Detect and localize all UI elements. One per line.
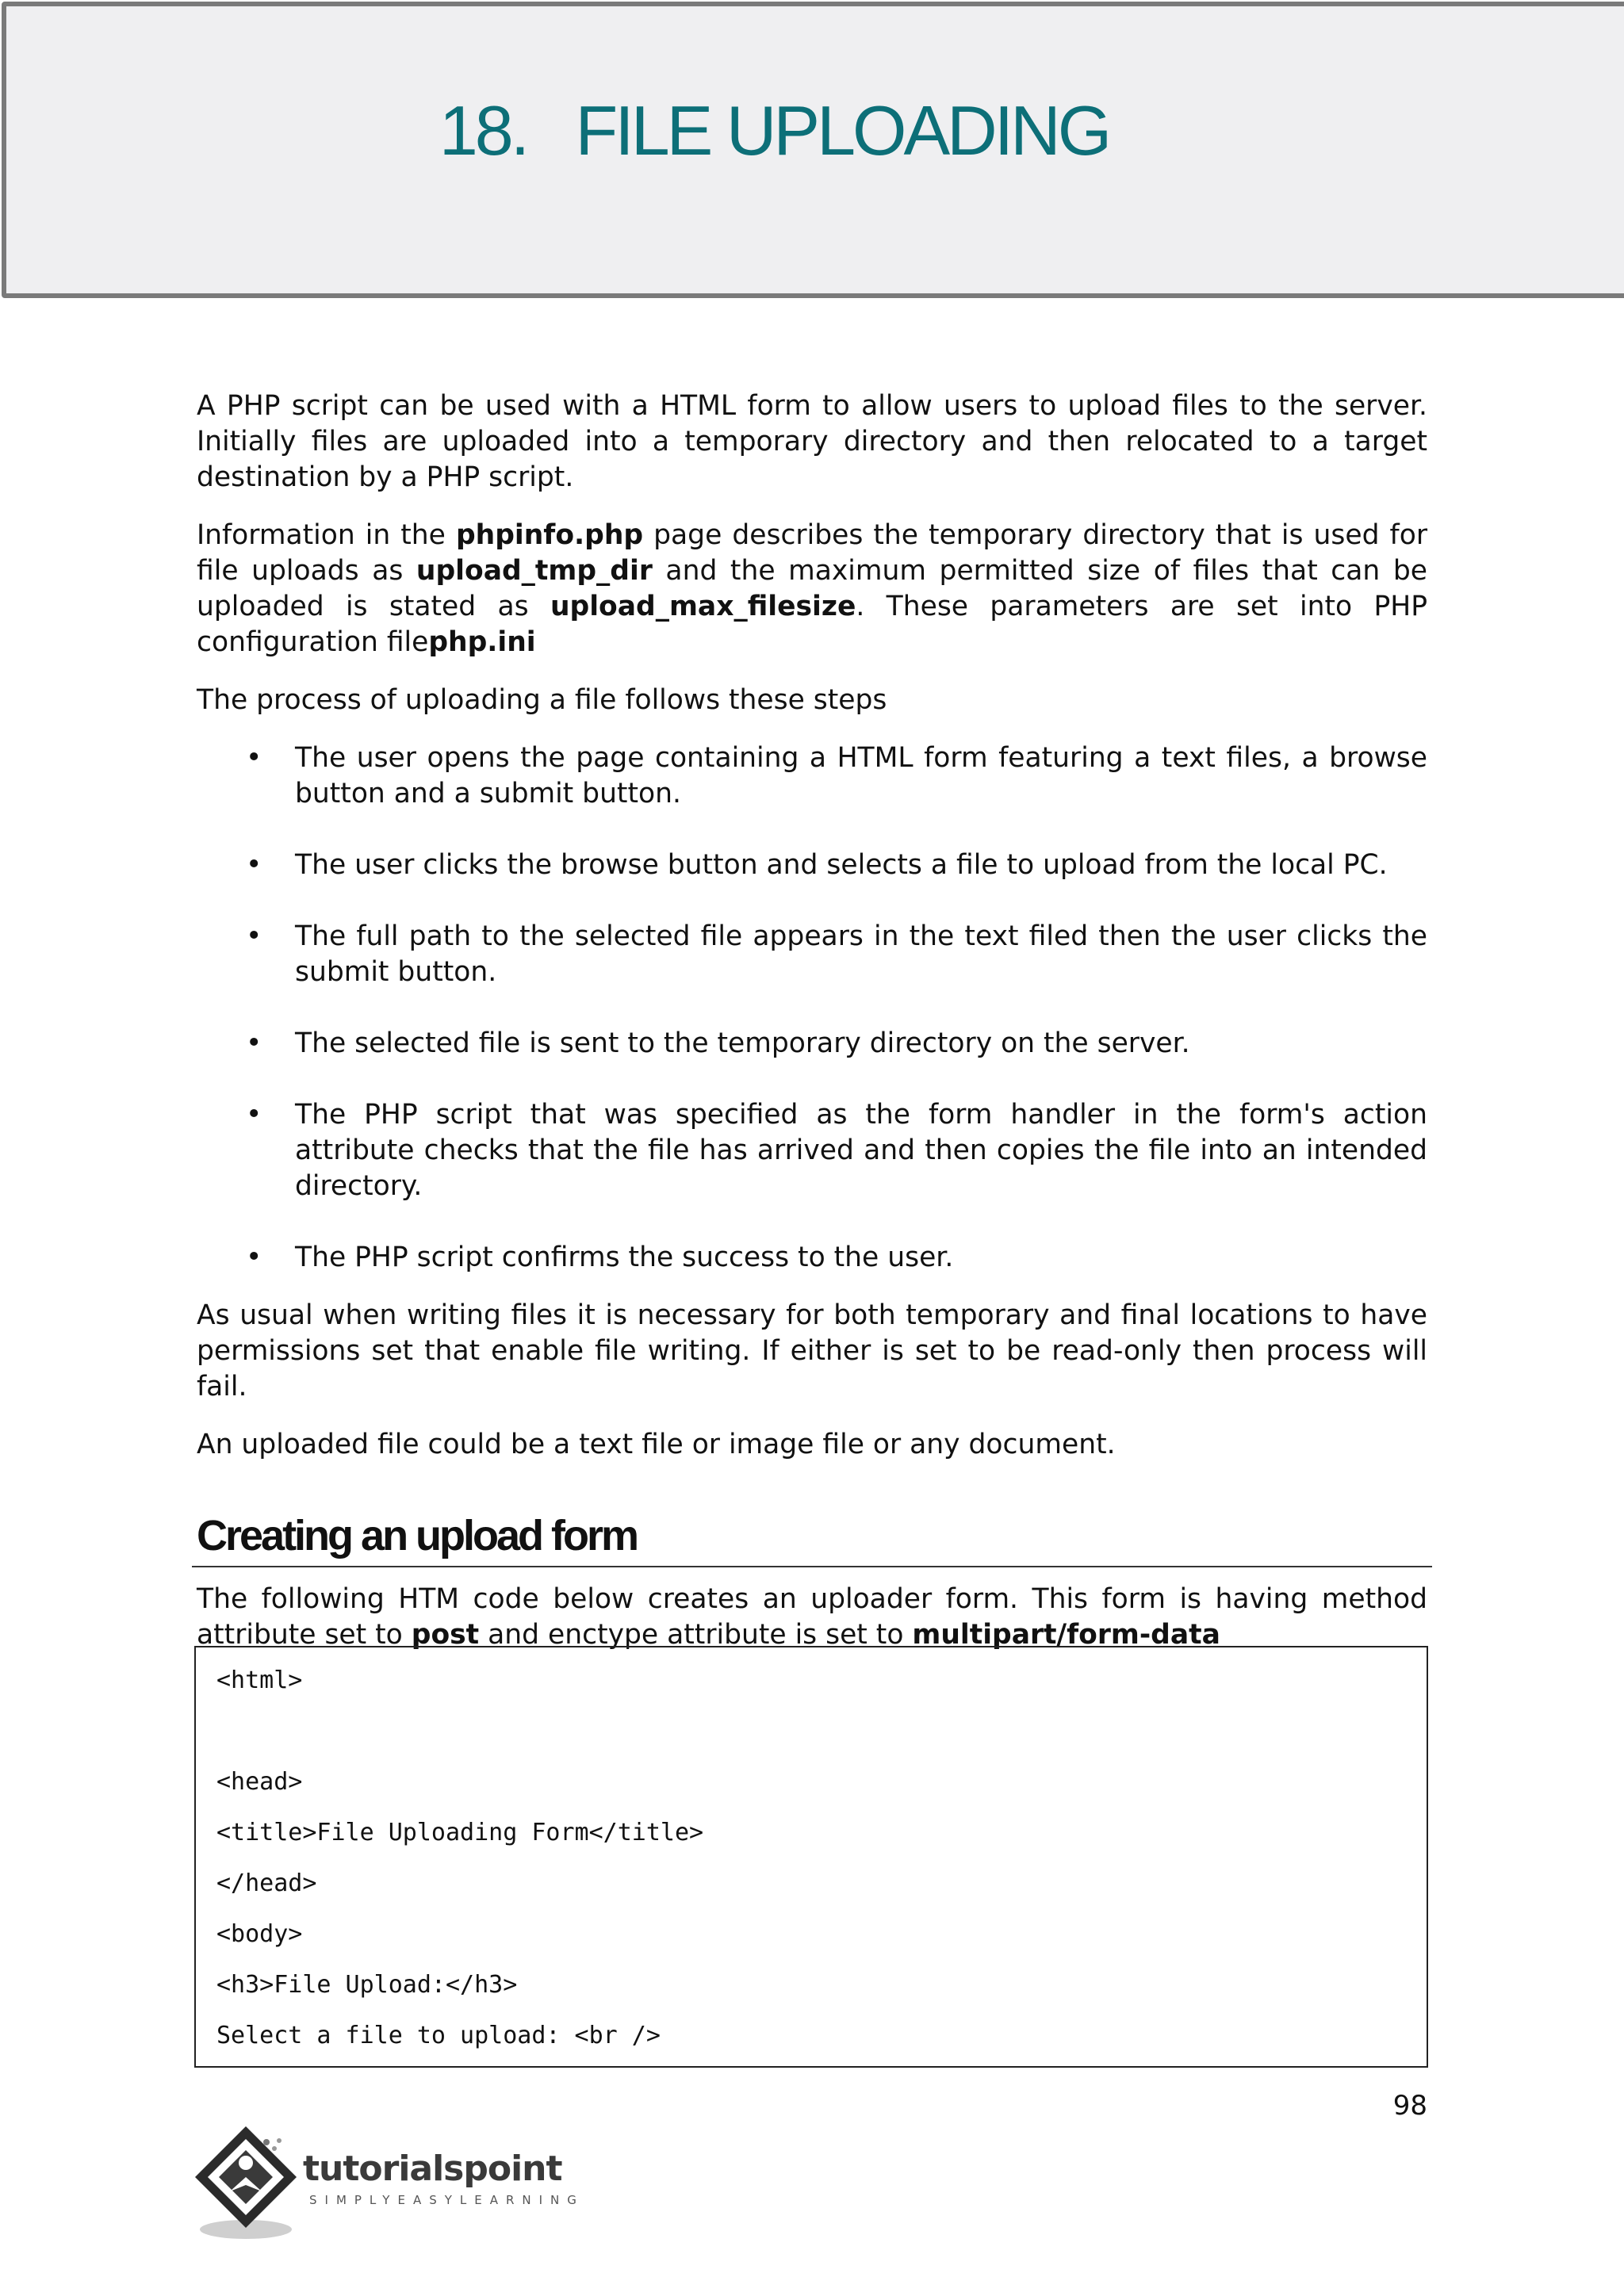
text-run: Information in the: [197, 519, 456, 551]
intro-paragraph: A PHP script can be used with a HTML form to allow users to upload files to the server. Initially files are uploaded into a temporary directory and then relocated to a target destination by a PHP script.: [197, 390, 1427, 493]
bold-term: php.ini: [428, 626, 536, 658]
list-item: [197, 919, 1427, 990]
code-line: </head>: [216, 1869, 317, 1897]
list-item: [197, 1240, 1427, 1276]
code-line: <h3>File Upload:</h3>: [216, 1971, 518, 1999]
text-run: and the maximum permitted size of files that can be uploaded is stated as: [197, 555, 1428, 622]
file-type-paragraph: An uploaded file could be a text file or image file or any document.: [197, 1429, 1116, 1460]
permissions-paragraph: As usual when writing files it is necessary for both temporary and final locations to have permissions set that enable file writing. If either is set to be read-only then process will fail.: [197, 1299, 1427, 1402]
step-text: The full path to the selected file appears in the text filed then the user clicks the submit button.: [295, 920, 1427, 988]
text-run: page describes the temporary directory that is used for file uploads as: [197, 519, 1427, 587]
logo-diamond-icon: [190, 2118, 309, 2245]
step-text: The PHP script confirms the success to the user.: [295, 1242, 954, 1273]
bold-term: phpinfo.php: [455, 519, 644, 551]
bold-term: post: [411, 1619, 480, 1651]
steps-list: [197, 740, 1427, 1276]
code-line: <title>File Uploading Form</title>: [216, 1819, 704, 1846]
chapter-banner: [2, 2, 1624, 298]
text-run: and enctype attribute is set to: [479, 1619, 913, 1651]
bullet-icon: •: [246, 1242, 262, 1273]
code-block: [194, 1646, 1428, 2068]
chapter-name: FILE UPLOADING: [575, 91, 1109, 170]
phpinfo-paragraph: [197, 518, 1427, 660]
tutorialspoint-logo: [190, 2118, 603, 2245]
list-item: [197, 1097, 1427, 1204]
list-item: [197, 848, 1427, 883]
page-content: [197, 388, 1427, 1675]
bold-term: upload_tmp_dir: [416, 555, 653, 587]
step-text: The user opens the page containing a HTML form featuring a text files, a browse button and a submit button.: [295, 742, 1427, 809]
step-text: The selected file is sent to the temporary directory on the server.: [295, 1027, 1190, 1059]
code-line: [216, 1716, 1406, 1766]
step-text: The PHP script that was specified as the form handler in the form's action attribute checks that the file has arrived and then copies the file into an intended directory.: [295, 1099, 1427, 1202]
bullet-icon: •: [246, 849, 262, 881]
bold-term: upload_max_filesize: [550, 591, 856, 622]
section-heading: Creating an upload form: [192, 1509, 1432, 1567]
chapter-title: [6, 90, 1542, 171]
page-number: 98: [1392, 2090, 1427, 2122]
bullet-icon: •: [246, 1099, 262, 1131]
list-item: [197, 740, 1427, 812]
bold-term: multipart/form-data: [912, 1619, 1220, 1651]
bullet-icon: •: [246, 920, 262, 952]
text-run: . These parameters are set into PHP configuration file: [197, 591, 1427, 658]
step-text: The user clicks the browse button and selects a file to upload from the local PC.: [295, 849, 1388, 881]
bullet-icon: •: [246, 1027, 262, 1059]
bullet-icon: •: [246, 742, 262, 774]
code-line: <body>: [216, 1920, 303, 1948]
section-intro: [197, 1582, 1427, 1653]
text-run: The following HTM code below creates an uploader form. This form is having method attribute set to: [197, 1583, 1427, 1651]
code-line: <html>: [216, 1667, 303, 1694]
chapter-number: 18.: [439, 91, 527, 170]
code-line: <head>: [216, 1768, 303, 1796]
logo-wordmark: tutorialspoint: [303, 2149, 562, 2189]
logo-tagline: SIMPLYEASYLEARNING: [309, 2193, 584, 2207]
list-item: [197, 1026, 1427, 1062]
code-line: Select a file to upload: <br />: [216, 2022, 661, 2049]
steps-intro: The process of uploading a file follows these steps: [197, 684, 887, 716]
